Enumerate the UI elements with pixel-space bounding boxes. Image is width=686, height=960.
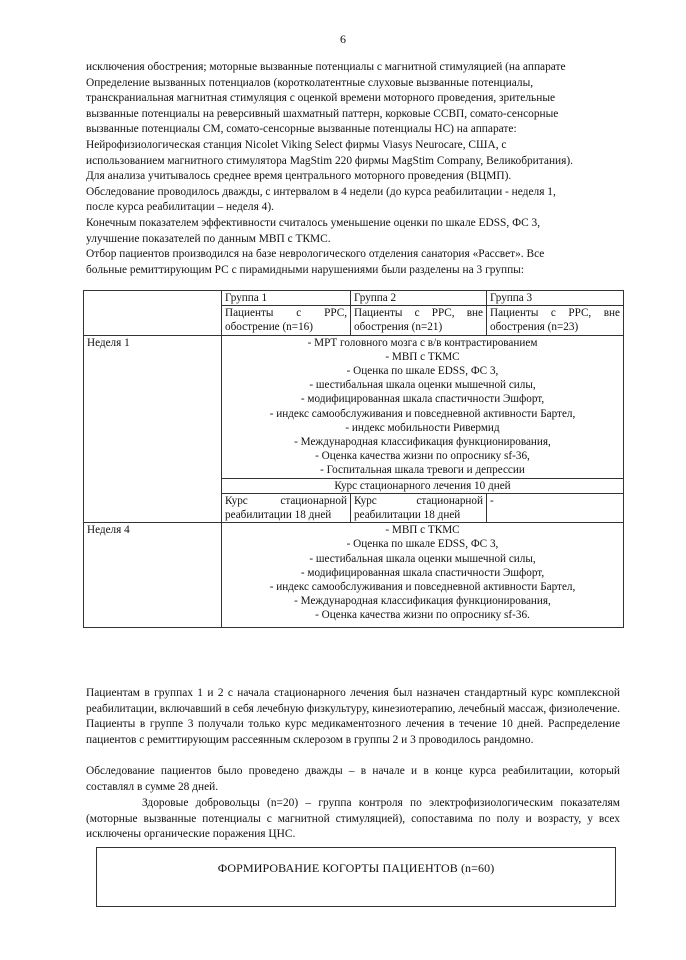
- intro-line: транскраниальная магнитная стимуляция с оценкой времени моторного проведения, зрительные: [86, 92, 556, 105]
- week-4-assessments: [222, 523, 624, 627]
- study-design-table: [83, 290, 624, 628]
- list-item: - шестибальная шкала оценки мышечной силы,: [309, 552, 536, 565]
- list-item: - индекс самообслуживания и повседневной активности Бартел,: [269, 407, 576, 420]
- cohort-box: [96, 847, 616, 907]
- week-1-label: Неделя 1: [84, 335, 222, 523]
- rehab-group-1: Курс стационарной реабилитации 18 дней: [222, 493, 351, 522]
- page-number: 6: [340, 32, 346, 46]
- paragraph-examination: Обследование пациентов было проведено дважды – в начале и в конце курса реабилитации, который составлял в сумме 28 дней.: [86, 765, 620, 793]
- table-corner-cell: [84, 291, 222, 336]
- list-item: - модифицированная шкала спастичности Эшфорт,: [300, 566, 545, 579]
- intro-line: вызванные потенциалы СМ, сомато-сенсорные вызванные потенциалы НС) на аппарате:: [86, 123, 517, 136]
- table-row: [84, 335, 624, 478]
- intro-line: Для анализа учитывалось среднее время центрального моторного проведения (ВЦМП).: [86, 170, 512, 183]
- list-item: - МВП с ТКМС: [385, 524, 460, 537]
- list-item: - Госпитальная шкала тревоги и депрессии: [320, 464, 525, 477]
- list-item: - Оценка по шкале EDSS, ФС 3,: [346, 365, 499, 378]
- intro-line: после курса реабилитации – неделя 4).: [86, 201, 275, 214]
- intro-line: улучшение показателей по данным МВП с ТКМС.: [86, 232, 331, 245]
- intro-line: вызванные потенциалы на реверсивный шахматный паттерн, корковые ССВП, сомато-сенсорные: [86, 107, 559, 120]
- group-1-header: Группа 1: [222, 291, 351, 306]
- rehab-group-2: Курс стационарной реабилитации 18 дней: [351, 493, 487, 522]
- rehab-group-3: -: [487, 493, 624, 522]
- intro-line: Нейрофизиологическая станция Nicolet Viking Select фирмы Viasys Neurocare, США, с: [86, 138, 507, 151]
- intro-line: Определение вызванных потенциалов (коротколатентные слуховые вызванные потенциалы,: [86, 76, 534, 89]
- intro-line: Конечным показателем эффективности считалось уменьшение оценки по шкале EDSS, ФС 3,: [86, 216, 541, 229]
- intro-line: больные ремиттирующим РС с пирамидными нарушениями были разделены на 3 группы:: [86, 263, 524, 276]
- intro-line: исключения обострения; моторные вызванные потенциалы с магнитной стимуляцией (на аппарате: [86, 61, 566, 73]
- table-header-row: [84, 291, 624, 306]
- list-item: - индекс мобильности Ривермид: [345, 421, 500, 434]
- group-1-desc: Пациенты с РРС, обострение (n=16): [222, 306, 351, 335]
- week-4-label: Неделя 4: [84, 523, 222, 627]
- intro-text: [86, 60, 620, 278]
- week-1-assessments: [222, 335, 624, 478]
- paragraph-control-group: Здоровые добровольцы (n=20) – группа контроля по электрофизиологическим показателям (моторные вызванные потенциалы с магнитной стимуляцией), сопоставима по полу и возрасту, у всех исключены органические поражения ЦНС.: [86, 797, 620, 841]
- group-2-desc: Пациенты с РРС, вне обострения (n=21): [351, 306, 487, 335]
- cohort-title: ФОРМИРОВАНИЕ КОГОРТЫ ПАЦИЕНТОВ (n=60): [217, 861, 495, 875]
- list-item: - Международная классификация функционирования,: [294, 436, 551, 449]
- list-item: - Оценка по шкале EDSS, ФС 3,: [346, 538, 499, 551]
- list-item: - шестибальная шкала оценки мышечной силы,: [309, 379, 536, 392]
- group-3-header: Группа 3: [487, 291, 624, 306]
- group-2-header: Группа 2: [351, 291, 487, 306]
- paragraph-rehab-description: Пациентам в группах 1 и 2 с начала стационарного лечения был назначен стандартный курс комплексной реабилитации, включавший в себя лечебную физкультуру, кинезиотерапию, лечебный массаж, физиолечение. Пациенты в группе 3 получали только курс медикаментозного лечения в течение 10 дней. Распределение пациентов с ремиттирующим рассеянным склерозом в группы 2 и 3 проводилось рандомно.: [86, 687, 620, 746]
- list-item: - Международная классификация функционирования,: [294, 595, 551, 608]
- intro-line: Отбор пациентов производился на базе неврологического отделения санатория «Рассвет». Все: [86, 248, 545, 261]
- intro-line: Обследование проводилось дважды, с интервалом в 4 недели (до курса реабилитации - неделя 1,: [86, 185, 556, 198]
- list-item: - МРТ головного мозга с в/в контрастированием: [307, 336, 538, 349]
- intro-line: использованием магнитного стимулятора MagStim 220 фирмы MagStim Company, Великобритания).: [86, 154, 574, 167]
- table-row: [84, 523, 624, 627]
- group-3-desc: Пациенты с РРС, вне обострения (n=23): [487, 306, 624, 335]
- list-item: - модифицированная шкала спастичности Эшфорт,: [300, 393, 545, 406]
- list-item: - Оценка качества жизни по опроснику sf-36,: [315, 450, 530, 463]
- list-item: - Оценка качества жизни по опроснику sf-36.: [315, 609, 530, 622]
- inpatient-course-cell: Курс стационарного лечения 10 дней: [222, 478, 624, 493]
- list-item: - МВП с ТКМС: [385, 350, 460, 363]
- list-item: - индекс самообслуживания и повседневной активности Бартел,: [269, 581, 576, 594]
